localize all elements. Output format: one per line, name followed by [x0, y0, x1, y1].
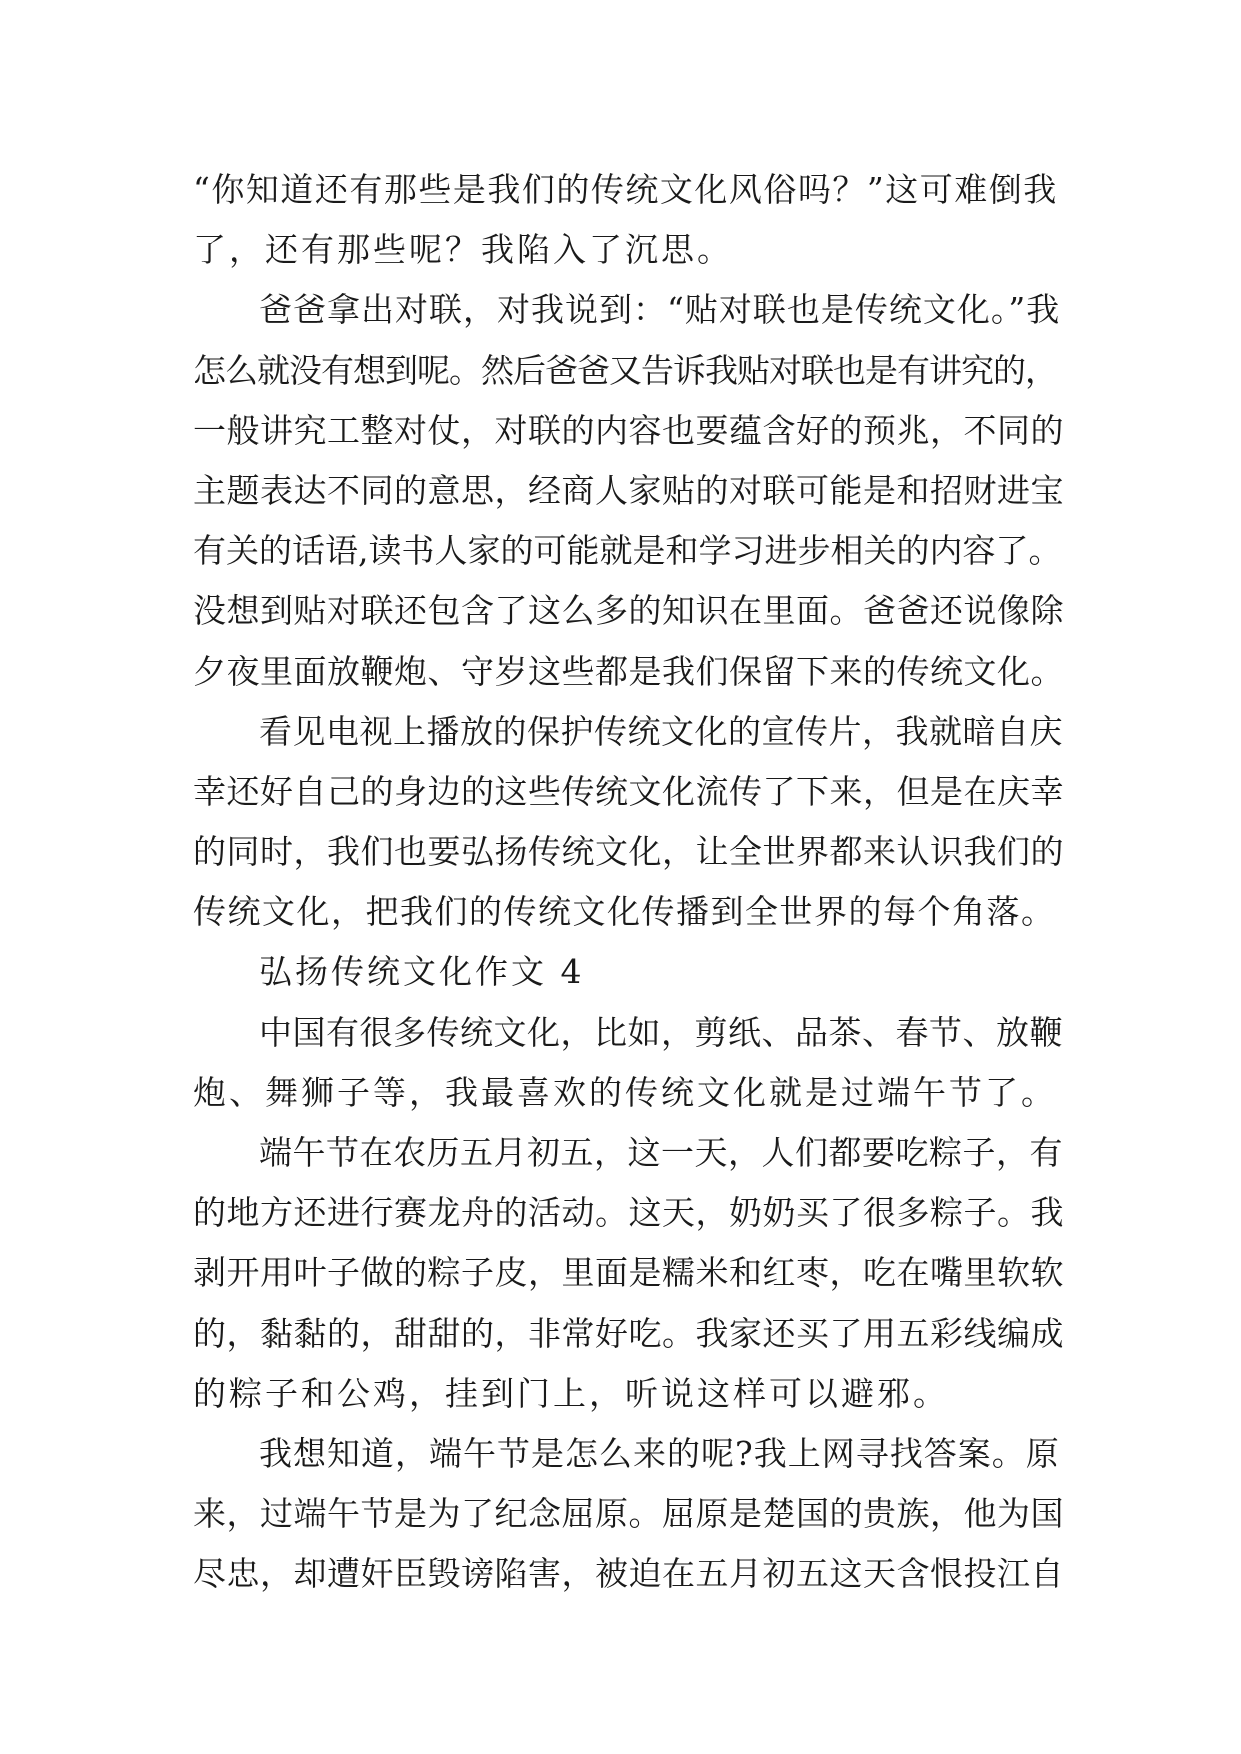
text-line: 端午节在农历五月初五，这一天，人们都要吃粽子，有 [259, 1133, 1063, 1172]
text-line: 剥开用叶子做的粽子皮，里面是糯米和红枣，吃在嘴里软软 [193, 1253, 1064, 1293]
text-line: 来，过端午节是为了纪念屈原。屈原是楚国的贵族，他为国 [193, 1494, 1064, 1534]
text-line: 炮、舞狮子等，我最喜欢的传统文化就是过端午节了。 [193, 1072, 1057, 1112]
text-line: 的，黏黏的，甜甜的，非常好吃。我家还买了用五彩线编成 [193, 1313, 1064, 1353]
text-line: 的地方还进行赛龙舟的活动。这天，奶奶买了很多粽子。我 [193, 1193, 1064, 1233]
text-line: 一般讲究工整对仗，对联的内容也要蕴含好的预兆，不同的 [193, 410, 1064, 450]
text-line: 尽忠，却遭奸臣毁谤陷害，被迫在五月初五这天含恨投江自 [193, 1554, 1064, 1594]
text-line: 幸还好自己的身边的这些传统文化流传了下来，但是在庆幸 [193, 771, 1064, 811]
text-line: 怎么就没有想到呢。然后爸爸又告诉我贴对联也是有讲究的， [193, 350, 1057, 390]
text-line: 的同时，我们也要弘扬传统文化，让全世界都来认识我们的 [193, 832, 1064, 872]
text-line: 我想知道，端午节是怎么来的呢?我上网寻找答案。原 [259, 1433, 1060, 1473]
text-line: 主题表达不同的意思，经商人家贴的对联可能是和招财进宝 [193, 470, 1064, 510]
text-line: 中国有很多传统文化，比如，剪纸、品茶、春节、放鞭 [259, 1012, 1063, 1052]
text-line: 有关的话语,读书人家的可能就是和学习进步相关的内容了。 [193, 531, 1062, 571]
text-line: 爸爸拿出对联，对我说到：“贴对联也是传统文化。”我 [259, 290, 1061, 330]
document-text [193, 160, 1065, 1605]
text-line: 弘扬传统文化作文 4 [259, 952, 585, 992]
text-line: 的粽子和公鸡，挂到门上，听说这样可以避邪。 [193, 1373, 949, 1413]
text-line: “你知道还有那些是我们的传统文化风俗吗？”这可难倒我 [193, 170, 1058, 209]
text-line: 没想到贴对联还包含了这么多的知识在里面。爸爸还说像除 [193, 591, 1064, 631]
text-line: 看见电视上播放的保护传统文化的宣传片，我就暗自庆 [259, 711, 1063, 751]
text-line: 传统文化，把我们的传统文化传播到全世界的每个角落。 [193, 892, 1056, 932]
text-line: 了，还有那些呢？我陷入了沉思。 [193, 230, 733, 270]
text-line: 夕夜里面放鞭炮、守岁这些都是我们保留下来的传统文化。 [193, 651, 1064, 691]
